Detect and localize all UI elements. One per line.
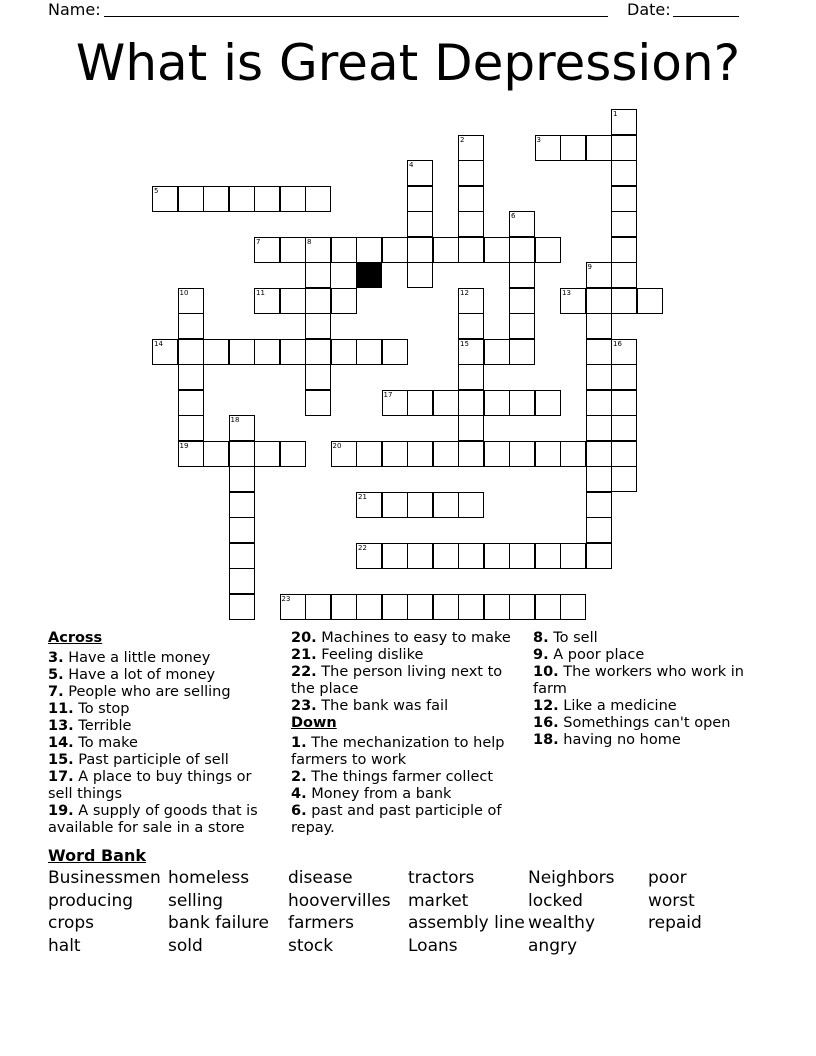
grid-cell[interactable] (280, 339, 306, 365)
grid-cell[interactable] (586, 492, 612, 518)
grid-cell[interactable] (382, 237, 408, 263)
grid-cell[interactable] (382, 339, 408, 365)
grid-cell[interactable] (509, 339, 535, 365)
grid-cell[interactable] (305, 186, 331, 212)
clue-number: 20. (291, 630, 317, 646)
word-bank-item: selling (168, 890, 224, 911)
clue-number: 11. (48, 701, 74, 717)
grid-cell[interactable] (433, 594, 459, 620)
grid-cell[interactable] (254, 339, 280, 365)
grid-cell[interactable] (331, 339, 357, 365)
clue-number: 12. (533, 698, 559, 714)
grid-cell[interactable] (203, 339, 229, 365)
grid-cell[interactable] (382, 390, 408, 416)
grid-cell[interactable] (586, 466, 612, 492)
across-clue (48, 684, 280, 701)
grid-cell[interactable] (458, 441, 484, 467)
grid-cell[interactable] (509, 211, 535, 237)
grid-cell[interactable] (229, 543, 255, 569)
grid-cell[interactable] (229, 339, 255, 365)
grid-cell[interactable] (178, 415, 204, 441)
grid-cell[interactable] (407, 262, 433, 288)
word-bank-item: Loans (408, 936, 458, 957)
grid-cell[interactable] (509, 594, 535, 620)
grid-cell[interactable] (229, 466, 255, 492)
down-clue (291, 803, 523, 837)
cell-number: 16 (613, 339, 622, 348)
clue-text: Have a little money (63, 650, 211, 666)
cell-number: 15 (460, 339, 469, 348)
grid-cell[interactable] (178, 441, 204, 467)
grid-cell[interactable] (611, 135, 637, 161)
grid-cell[interactable] (586, 339, 612, 365)
grid-cell[interactable] (356, 339, 382, 365)
clue-number: 10. (533, 664, 559, 680)
grid-cell[interactable] (458, 339, 484, 365)
grid-cell[interactable] (356, 441, 382, 467)
word-bank-item: crops (48, 913, 95, 934)
grid-cell[interactable] (305, 390, 331, 416)
clues-column-1 (48, 630, 280, 837)
across-clue (48, 752, 280, 769)
word-bank-item: disease (288, 868, 353, 888)
cell-number: 11 (256, 288, 265, 297)
clue-number: 1. (291, 735, 307, 751)
grid-cell[interactable] (433, 237, 459, 263)
down-clue (291, 786, 523, 803)
cell-number: 10 (179, 288, 189, 297)
grid-cell[interactable] (611, 364, 637, 390)
word-bank-item: assembly line (408, 913, 525, 934)
clue-text: To stop (73, 701, 130, 717)
grid-cell[interactable] (560, 135, 586, 161)
cell-number: 18 (230, 416, 240, 424)
across-clue (48, 701, 280, 718)
grid-cell[interactable] (433, 492, 459, 518)
clue-number: 17. (48, 769, 74, 785)
grid-cell[interactable] (586, 313, 612, 339)
clue-number: 5. (48, 667, 64, 683)
cell-number: 14 (154, 339, 163, 348)
grid-cell[interactable] (458, 313, 484, 339)
word-bank-item: worst (648, 890, 695, 911)
grid-cell[interactable] (458, 135, 484, 161)
grid-cell[interactable] (586, 390, 612, 416)
clue-text: Have a lot of money (63, 667, 216, 683)
across-clue (48, 718, 280, 735)
grid-cell[interactable] (254, 237, 280, 263)
grid-cell[interactable] (152, 339, 178, 365)
grid-cell[interactable] (280, 237, 306, 263)
grid-cell[interactable] (254, 288, 280, 314)
grid-cell[interactable] (382, 594, 408, 620)
grid-cell[interactable] (178, 186, 204, 212)
down-clue (291, 769, 523, 786)
clue-text: To make (73, 735, 138, 751)
word-bank-item: homeless (168, 868, 250, 888)
word-bank-item: locked (528, 890, 583, 911)
grid-cell[interactable] (331, 441, 357, 467)
grid-cell[interactable] (509, 313, 535, 339)
across-clue (291, 698, 523, 715)
cell-number: 4 (409, 161, 414, 169)
grid-cell[interactable] (611, 466, 637, 492)
grid-cell[interactable] (407, 186, 433, 212)
word-bank-item: producing (48, 890, 134, 911)
grid-cell[interactable] (458, 492, 484, 518)
grid-cell[interactable] (637, 288, 663, 314)
across-clue (48, 667, 280, 684)
grid-cell[interactable] (611, 186, 637, 212)
grid-cell[interactable] (356, 237, 382, 263)
grid-cell[interactable] (305, 364, 331, 390)
cell-number: 23 (281, 594, 291, 603)
down-clue (533, 732, 763, 749)
grid-cell[interactable] (407, 211, 433, 237)
grid-cell[interactable] (458, 594, 484, 620)
grid-cell[interactable] (611, 415, 637, 441)
grid-cell[interactable] (229, 492, 255, 518)
grid-cell[interactable] (178, 364, 204, 390)
word-bank-item: hoovervilles (288, 890, 391, 911)
clue-text: The things farmer collect (306, 769, 494, 785)
page-title: What is Great Depression? (75, 34, 741, 92)
grid-cell[interactable] (305, 339, 331, 365)
clue-number: 15. (48, 752, 74, 768)
grid-cell[interactable] (203, 441, 229, 467)
down-clue (291, 735, 523, 769)
clue-text: Somethings can't open (558, 715, 731, 731)
grid-cell[interactable] (484, 594, 510, 620)
grid-cell[interactable] (458, 211, 484, 237)
grid-cell[interactable] (458, 390, 484, 416)
grid-cell[interactable] (229, 415, 255, 441)
grid-cell[interactable] (229, 517, 255, 543)
grid-cell[interactable] (611, 237, 637, 263)
grid-cell[interactable] (586, 135, 612, 161)
clue-number: 21. (291, 647, 317, 663)
grid-cell[interactable] (458, 160, 484, 186)
grid-cell[interactable] (382, 492, 408, 518)
across-clue (291, 647, 523, 664)
grid-cell[interactable] (305, 237, 331, 263)
word-bank-item: Businessmen (48, 868, 161, 888)
grid-cell[interactable] (305, 262, 331, 288)
grid-cell[interactable] (611, 211, 637, 237)
grid-cell[interactable] (280, 186, 306, 212)
clues-column-3 (533, 630, 763, 749)
grid-cell[interactable] (611, 390, 637, 416)
grid-cell[interactable] (535, 135, 561, 161)
clue-text: People who are selling (63, 684, 231, 700)
grid-cell[interactable] (254, 186, 280, 212)
clue-text: Terrible (73, 718, 132, 734)
grid-cell[interactable] (484, 339, 510, 365)
grid-cell[interactable] (586, 517, 612, 543)
grid-cell[interactable] (611, 441, 637, 467)
cell-number: 1 (613, 110, 618, 118)
grid-cell[interactable] (305, 594, 331, 620)
grid-cell[interactable] (433, 390, 459, 416)
grid-cell[interactable] (611, 160, 637, 186)
word-bank-item: poor (648, 868, 687, 888)
grid-cell[interactable] (178, 390, 204, 416)
grid-cell[interactable] (560, 543, 586, 569)
grid-cell[interactable] (611, 288, 637, 314)
grid-cell[interactable] (509, 390, 535, 416)
grid-cell[interactable] (433, 441, 459, 467)
grid-cell[interactable] (509, 543, 535, 569)
clue-number: 7. (48, 684, 64, 700)
clue-number: 13. (48, 718, 74, 734)
cell-number: 2 (460, 135, 465, 144)
word-bank-item: market (408, 890, 469, 911)
grid-cell[interactable] (509, 288, 535, 314)
clue-number: 23. (291, 698, 317, 714)
grid-cell[interactable] (509, 441, 535, 467)
grid-cell[interactable] (152, 186, 178, 212)
across-clue (48, 769, 280, 803)
clue-text: The workers who work in farm (533, 664, 744, 697)
across-clue (291, 630, 523, 647)
clue-number: 4. (291, 786, 307, 802)
grid-cell[interactable] (254, 441, 280, 467)
grid-cell[interactable] (331, 237, 357, 263)
grid-cell[interactable] (611, 339, 637, 365)
grid-cell[interactable] (203, 186, 229, 212)
grid-cell[interactable] (535, 594, 561, 620)
clue-text: The bank was fail (316, 698, 449, 714)
clue-text: Machines to easy to make (316, 630, 511, 646)
grid-cell[interactable] (509, 237, 535, 263)
grid-cell[interactable] (280, 288, 306, 314)
grid-cell[interactable] (407, 492, 433, 518)
grid-cell[interactable] (280, 441, 306, 467)
grid-cell[interactable] (560, 594, 586, 620)
word-bank-item: bank failure (168, 913, 269, 934)
grid-cell[interactable] (586, 543, 612, 569)
cell-number: 7 (256, 237, 261, 246)
clue-number: 16. (533, 715, 559, 731)
down-header: Down (291, 715, 337, 731)
grid-cell[interactable] (280, 594, 306, 620)
cell-number: 6 (511, 212, 516, 220)
grid-cell[interactable] (356, 594, 382, 620)
grid-cell[interactable] (305, 313, 331, 339)
grid-cell[interactable] (484, 390, 510, 416)
grid-cell[interactable] (433, 543, 459, 569)
word-bank-item: angry (528, 936, 578, 957)
clue-number: 2. (291, 769, 307, 785)
grid-cell[interactable] (611, 109, 637, 135)
cell-number: 12 (460, 288, 469, 297)
grid-cell[interactable] (178, 313, 204, 339)
across-header: Across (48, 630, 103, 646)
clue-number: 22. (291, 664, 317, 680)
clues-column-2 (291, 630, 523, 837)
cell-number: 22 (358, 543, 367, 552)
cell-number: 19 (179, 441, 189, 450)
word-bank-item: farmers (288, 913, 354, 934)
cell-number: 5 (154, 186, 159, 195)
grid-cell[interactable] (178, 288, 204, 314)
grid-cell[interactable] (586, 288, 612, 314)
grid-cell[interactable] (611, 262, 637, 288)
across-clue (48, 803, 280, 837)
grid-cell[interactable] (331, 594, 357, 620)
cell-number: 20 (332, 441, 342, 450)
grid-cell[interactable] (407, 237, 433, 263)
grid-cell[interactable] (535, 237, 561, 263)
cell-number: 21 (358, 492, 367, 501)
down-clue (533, 630, 763, 647)
grid-cell[interactable] (407, 543, 433, 569)
grid-cell[interactable] (458, 186, 484, 212)
grid-cell[interactable] (586, 262, 612, 288)
clue-number: 14. (48, 735, 74, 751)
cell-number: 9 (587, 263, 592, 271)
clue-text: past and past participle of repay. (291, 803, 502, 836)
grid-cell[interactable] (458, 543, 484, 569)
grid-cell[interactable] (356, 543, 382, 569)
grid-cell[interactable] (458, 288, 484, 314)
grid-cell[interactable] (560, 441, 586, 467)
grid-cell[interactable] (305, 288, 331, 314)
grid-cell[interactable] (407, 594, 433, 620)
cell-number: 8 (307, 237, 312, 246)
grid-black-cell (356, 262, 382, 288)
clue-text: having no home (558, 732, 681, 748)
name-label: Name: (48, 0, 101, 19)
cell-number: 17 (383, 390, 393, 399)
cell-number: 13 (562, 288, 571, 297)
clue-text: Money from a bank (306, 786, 452, 802)
across-clue (48, 650, 280, 667)
word-bank-item: repaid (648, 913, 702, 934)
date-label: Date: (627, 0, 671, 19)
down-clue (533, 647, 763, 664)
clue-text: A supply of goods that is available for sale in a store (48, 803, 258, 836)
grid-cell[interactable] (407, 441, 433, 467)
word-bank-item: Neighbors (528, 868, 615, 888)
cell-number: 3 (536, 135, 541, 144)
grid-cell[interactable] (382, 441, 408, 467)
word-bank-item: sold (168, 936, 203, 957)
grid-cell[interactable] (586, 441, 612, 467)
clue-number: 3. (48, 650, 64, 666)
across-clue (291, 664, 523, 698)
clue-text: To sell (548, 630, 598, 646)
clue-text: A place to buy things or sell things (48, 769, 252, 802)
grid-cell[interactable] (331, 288, 357, 314)
grid-cell[interactable] (484, 441, 510, 467)
grid-cell[interactable] (407, 160, 433, 186)
clue-text: A poor place (548, 647, 645, 663)
word-bank-item: halt (48, 936, 81, 957)
grid-cell[interactable] (382, 543, 408, 569)
clue-text: The mechanization to help farmers to work (291, 735, 505, 768)
clue-text: Past participle of sell (73, 752, 229, 768)
across-clue (48, 735, 280, 752)
grid-cell[interactable] (484, 237, 510, 263)
grid-cell[interactable] (535, 543, 561, 569)
grid-cell[interactable] (229, 441, 255, 467)
clue-number: 9. (533, 647, 549, 663)
grid-cell[interactable] (356, 492, 382, 518)
grid-cell[interactable] (458, 364, 484, 390)
grid-cell[interactable] (229, 594, 255, 620)
word-bank-item: wealthy (528, 913, 596, 934)
grid-cell[interactable] (586, 415, 612, 441)
grid-cell[interactable] (484, 543, 510, 569)
clue-number: 19. (48, 803, 74, 819)
grid-cell[interactable] (586, 364, 612, 390)
grid-cell[interactable] (509, 262, 535, 288)
down-clue (533, 715, 763, 732)
clue-number: 8. (533, 630, 549, 646)
down-clue (533, 664, 763, 698)
word-bank-item: stock (288, 936, 334, 957)
grid-cell[interactable] (560, 288, 586, 314)
grid-cell[interactable] (229, 568, 255, 594)
clue-text: The person living next to the place (291, 664, 503, 697)
grid-cell[interactable] (535, 390, 561, 416)
clue-text: Feeling dislike (316, 647, 424, 663)
grid-cell[interactable] (178, 339, 204, 365)
clue-number: 18. (533, 732, 559, 748)
clue-text: Like a medicine (558, 698, 677, 714)
grid-cell[interactable] (458, 415, 484, 441)
word-bank-title: Word Bank (48, 846, 147, 865)
grid-cell[interactable] (535, 441, 561, 467)
grid-cell[interactable] (229, 186, 255, 212)
grid-cell[interactable] (407, 390, 433, 416)
down-clue (533, 698, 763, 715)
word-bank-item: tractors (408, 868, 475, 888)
clue-number: 6. (291, 803, 307, 819)
grid-cell[interactable] (458, 237, 484, 263)
